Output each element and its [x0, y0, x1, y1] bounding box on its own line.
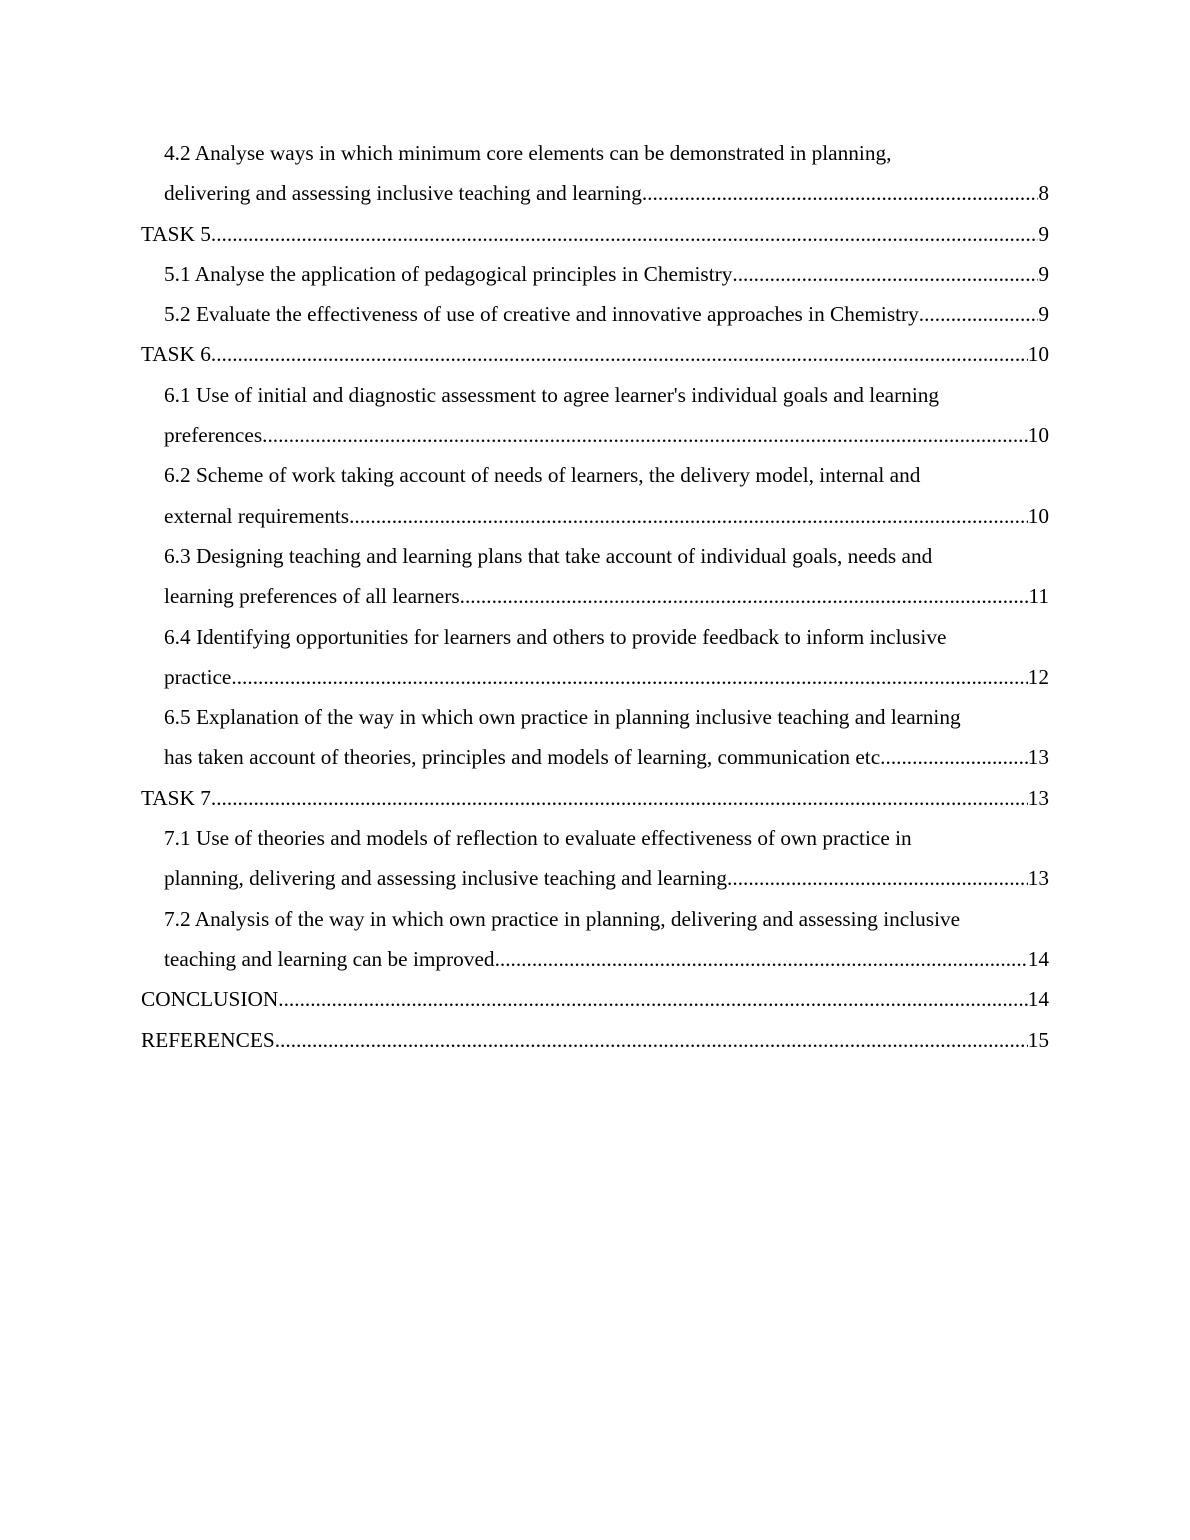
toc-page-number: 9 [1038, 261, 1049, 286]
toc-entry-title: preferences [164, 423, 263, 448]
toc-entry-title: planning, delivering and assessing inclusive teaching and learning [164, 866, 728, 891]
toc-entry-7-2[interactable] [141, 899, 1049, 980]
toc-page-number: 10 [1027, 503, 1049, 528]
toc-entry-title-line: 6.1 Use of initial and diagnostic assessment to agree learner's individual goals and learning [164, 382, 940, 407]
toc-entry-6-1[interactable] [141, 375, 1049, 456]
toc-page-number: 8 [1038, 181, 1049, 206]
toc-entry-title: delivering and assessing inclusive teaching and learning [164, 181, 642, 206]
table-of-contents [141, 133, 1049, 1060]
toc-page-number: 9 [1038, 302, 1049, 327]
toc-entry-title-line: 6.5 Explanation of the way in which own practice in planning inclusive teaching and learning [164, 705, 961, 730]
toc-entry-5-1[interactable] [141, 254, 1049, 294]
dot-leader [211, 214, 1038, 254]
toc-page-number: 15 [1027, 1027, 1049, 1052]
toc-page-number: 13 [1027, 745, 1049, 770]
toc-entry-title: learning preferences of all learners [164, 584, 460, 609]
dot-leader [727, 858, 1028, 898]
toc-page-number: 12 [1027, 664, 1049, 689]
toc-page-number: 10 [1027, 342, 1049, 367]
toc-entry-title: teaching and learning can be improved [164, 946, 495, 971]
toc-entry-task-7[interactable] [141, 778, 1049, 818]
toc-entry-title: REFERENCES [141, 1027, 275, 1052]
dot-leader [349, 496, 1028, 536]
toc-entry-7-1[interactable] [141, 818, 1049, 899]
toc-entry-task-6[interactable] [141, 334, 1049, 374]
toc-entry-title: TASK 5 [141, 221, 211, 246]
dot-leader [211, 778, 1028, 818]
dot-leader [275, 1020, 1028, 1060]
toc-entry-6-3[interactable] [141, 536, 1049, 617]
toc-page-number: 13 [1027, 866, 1049, 891]
toc-entry-6-2[interactable] [141, 455, 1049, 536]
toc-entry-title: 5.2 Evaluate the effectiveness of use of creative and innovative approaches in Chemistry [164, 302, 919, 327]
dot-leader [460, 576, 1029, 616]
toc-entry-title-line: 7.2 Analysis of the way in which own practice in planning, delivering and assessing inclusive [164, 906, 961, 931]
toc-entry-title: CONCLUSION [141, 987, 279, 1012]
toc-page-number: 14 [1027, 987, 1049, 1012]
toc-page-number: 10 [1027, 423, 1049, 448]
toc-entry-title-line: 6.3 Designing teaching and learning plans that take account of individual goals, needs and [164, 543, 933, 568]
dot-leader [732, 254, 1038, 294]
toc-entry-title: TASK 7 [141, 785, 211, 810]
toc-entry-5-2[interactable] [141, 294, 1049, 334]
toc-page-number: 14 [1027, 946, 1049, 971]
toc-entry-title-line: 6.2 Scheme of work taking account of needs of learners, the delivery model, internal and [164, 463, 921, 488]
toc-entry-title-line: 4.2 Analyse ways in which minimum core elements can be demonstrated in planning, [164, 141, 892, 165]
toc-entry-title-line: 7.1 Use of theories and models of reflection to evaluate effectiveness of own practice in [164, 826, 912, 851]
dot-leader [642, 173, 1038, 213]
toc-entry-title: external requirements [164, 503, 350, 528]
toc-entry-4-2[interactable] [141, 133, 1049, 214]
toc-entry-title: has taken account of theories, principles and models of learning, communication etc [164, 745, 881, 770]
toc-entry-task-5[interactable] [141, 214, 1049, 254]
toc-entry-title-line: 6.4 Identifying opportunities for learners and others to provide feedback to inform inclusive [164, 624, 947, 649]
dot-leader [278, 979, 1027, 1019]
toc-entry-title: practice [164, 664, 232, 689]
toc-entry-conclusion[interactable] [141, 979, 1049, 1019]
dot-leader [231, 657, 1027, 697]
toc-entry-title: TASK 6 [141, 342, 211, 367]
dot-leader [211, 334, 1028, 374]
dot-leader [495, 939, 1028, 979]
toc-entry-title: 5.1 Analyse the application of pedagogical principles in Chemistry [164, 261, 733, 286]
toc-entry-6-4[interactable] [141, 617, 1049, 698]
dot-leader [919, 294, 1039, 334]
toc-page-number: 11 [1028, 584, 1049, 609]
toc-entry-6-5[interactable] [141, 697, 1049, 778]
dot-leader [880, 737, 1028, 777]
dot-leader [262, 415, 1028, 455]
toc-entry-references[interactable] [141, 1020, 1049, 1060]
toc-page-number: 9 [1038, 221, 1049, 246]
toc-page-number: 13 [1027, 785, 1049, 810]
